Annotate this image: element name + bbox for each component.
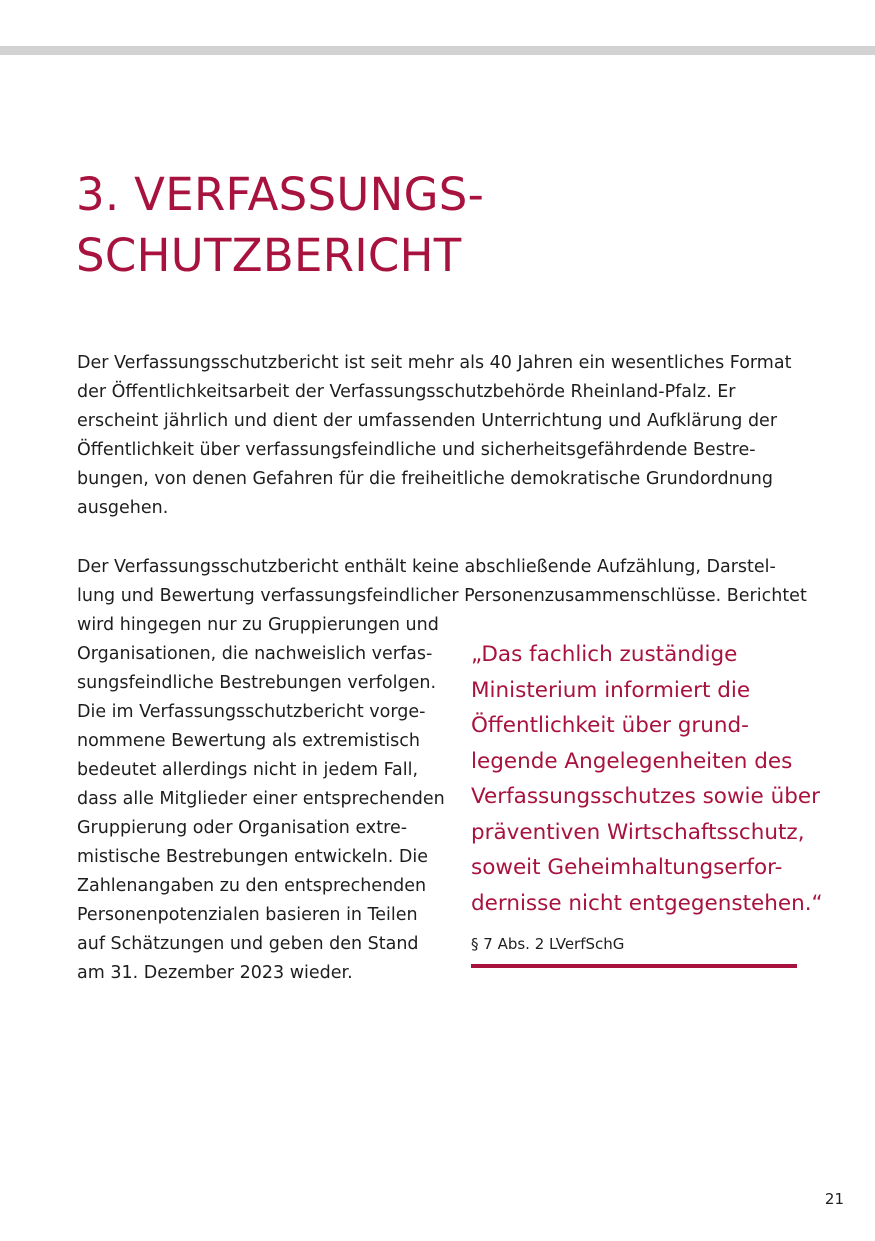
quote-underline	[471, 964, 797, 968]
text-line: Gruppierung oder Organisation extre-	[77, 818, 408, 838]
text-line: Der Verfassungsschutzbericht ist seit mehr als 40 Jahren ein wesentliches Format	[77, 353, 792, 373]
text-line: Zahlenangaben zu den entsprechenden	[77, 876, 427, 896]
chapter-title-line: SCHUTZBERICHT	[76, 229, 462, 282]
text-line: Öffentlichkeit über verfassungsfeindliche und sicherheitsgefährdende Bestre-	[77, 440, 756, 460]
quote-line: Ministerium informiert die	[471, 677, 751, 703]
quote-line: präventiven Wirtschaftsschutz,	[471, 819, 805, 845]
quote-line: Öffentlichkeit über grund-	[471, 713, 749, 738]
text-line: Die im Verfassungsschutzbericht vorge-	[77, 702, 426, 722]
text-line: dass alle Mitglieder einer entsprechenden	[77, 789, 445, 809]
quote-line: Verfassungsschutzes sowie über	[471, 784, 820, 809]
text-line: mistische Bestrebungen entwickeln. Die	[77, 847, 429, 867]
top-rule	[0, 46, 875, 55]
text-line: erscheint jährlich und dient der umfassenden Unterrichtung und Aufklärung der	[77, 411, 778, 431]
second-paragraph	[77, 553, 807, 611]
pull-quote	[471, 637, 823, 968]
quote-line: „Das fachlich zuständige	[471, 642, 738, 667]
quote-line: legende Angelegenheiten des	[471, 748, 793, 774]
text-line: Der Verfassungsschutzbericht enthält keine abschließende Aufzählung, Darstel-	[77, 557, 776, 577]
quote-line: dernisse nicht entgegenstehen.“	[471, 890, 823, 916]
text-line: lung und Bewertung verfassungsfeindlicher Personenzusammenschlüsse. Berichtet	[77, 586, 807, 606]
text-line: auf Schätzungen und geben den Stand	[77, 934, 419, 954]
text-line: wird hingegen nur zu Gruppierungen und	[77, 615, 439, 635]
intro-paragraph	[77, 349, 791, 523]
text-line: bungen, von denen Gefahren für die freiheitliche demokratische Grundordnung	[77, 469, 773, 489]
quote-source: § 7 Abs. 2 LVerfSchG	[471, 935, 625, 953]
second-paragraph-column	[77, 611, 445, 988]
pull-quote-text	[471, 637, 823, 921]
chapter-title-line: 3. VERFASSUNGS-	[76, 168, 485, 221]
text-line: Organisationen, die nachweislich verfas-	[77, 644, 433, 664]
quote-line: soweit Geheimhaltungserfor-	[471, 855, 783, 880]
text-line: der Öffentlichkeitsarbeit der Verfassungsschutzbehörde Rheinland-Pfalz. Er	[77, 382, 736, 402]
text-line: ausgehen.	[77, 498, 169, 518]
text-line: am 31. Dezember 2023 wieder.	[77, 963, 353, 983]
text-line: sungsfeindliche Bestrebungen verfolgen.	[77, 673, 437, 693]
text-line: bedeutet allerdings nicht in jedem Fall,	[77, 760, 419, 780]
chapter-title	[76, 164, 484, 286]
page-number: 21	[824, 1190, 844, 1208]
text-line: nommene Bewertung als extremistisch	[77, 731, 420, 751]
text-line: Personenpotenzialen basieren in Teilen	[77, 905, 418, 925]
